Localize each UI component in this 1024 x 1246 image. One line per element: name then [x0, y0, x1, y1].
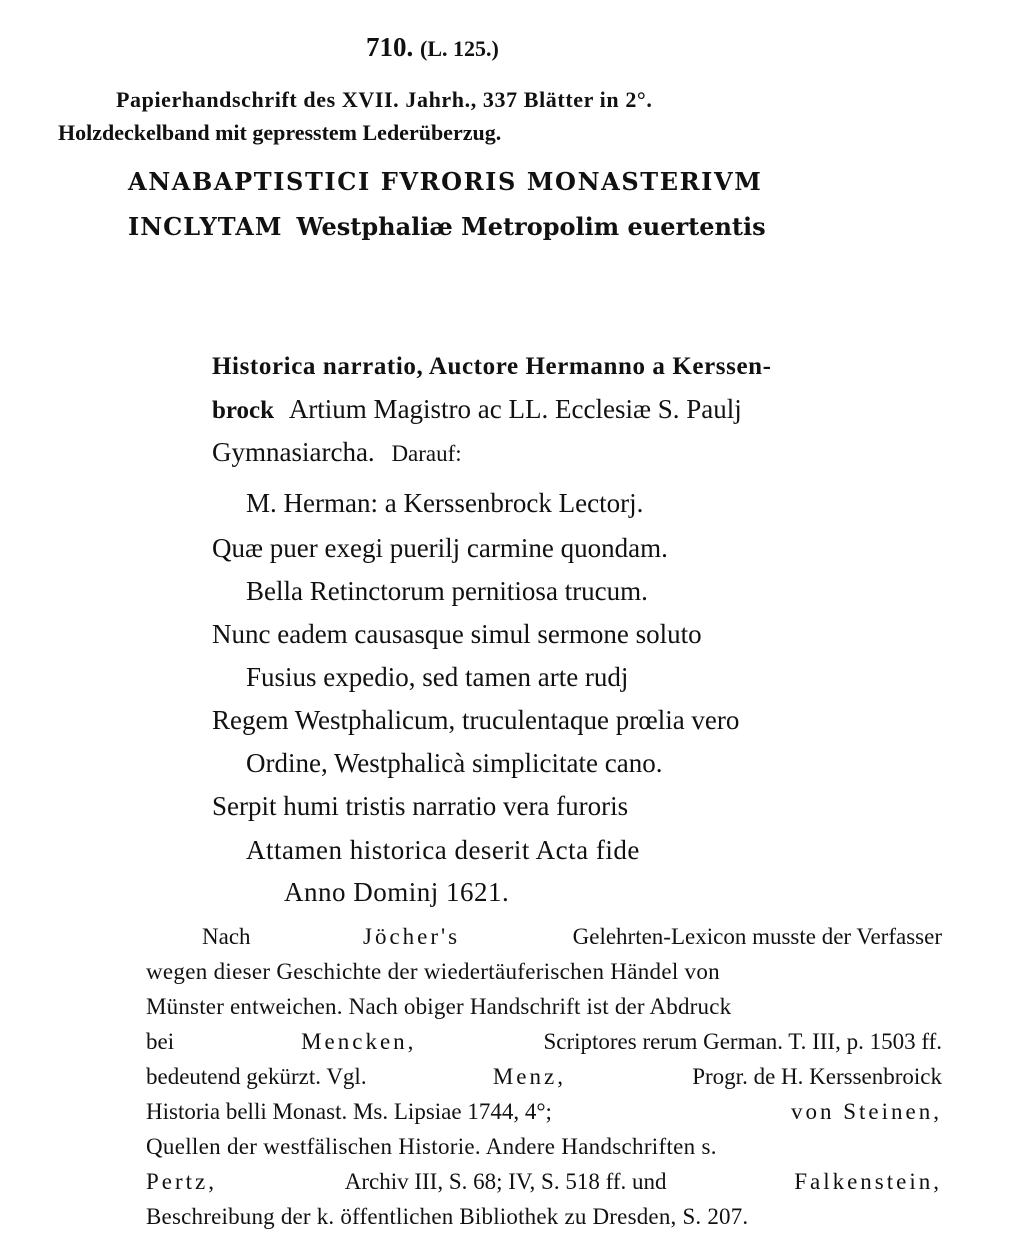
author-title: Artium Magistro ac LL. Ecclesiæ S. Paulj: [288, 394, 742, 424]
verse-line: Regem Westphalicum, truculentaque prœlia vero: [212, 705, 740, 735]
note-line-6: [146, 1100, 942, 1123]
author-name-end: brock: [212, 397, 275, 424]
note-word: bei: [146, 1029, 175, 1054]
title-caps: INCLYTAM: [128, 212, 283, 241]
author-ref-mencken: Mencken,: [301, 1029, 417, 1054]
entry-number: 710.: [366, 32, 414, 62]
note-text: bedeutend gekürzt. Vgl.: [146, 1064, 367, 1089]
note-line-9: Beschreibung der k. öffentlichen Bibliothek zu Dresden, S. 207.: [146, 1204, 749, 1229]
verse-line: Nunc eadem causasque simul sermone soluto: [212, 619, 702, 649]
title-line-2: [128, 212, 766, 241]
author-ref-falkenstein: Falkenstein,: [794, 1169, 942, 1194]
description-line-2: Holzdeckelband mit gepresstem Lederüberzug.: [58, 120, 502, 145]
body-line-2: [212, 396, 742, 423]
body-line-3: [212, 439, 462, 466]
note-line-4: [146, 1030, 942, 1053]
body-intro: Historica narratio, Auctore Hermanno a Kerssen-: [212, 353, 772, 380]
entry-reference: (L. 125.): [420, 36, 499, 61]
note-line-5: [146, 1065, 942, 1088]
note-line-7: Quellen der westfälischen Historie. Andere Handschriften s.: [146, 1134, 717, 1159]
note-line-3: Münster entweichen. Nach obiger Handschrift ist der Abdruck: [146, 994, 732, 1019]
note-line-2: wegen dieser Geschichte der wiedertäuferischen Händel von: [146, 959, 720, 984]
verse-line: Anno Dominj 1621.: [284, 877, 510, 907]
verse-line: Attamen historica deserit Acta fide: [246, 835, 640, 865]
title-rest: Westphaliæ Metropolim euertentis: [296, 212, 766, 241]
note-line-8: [146, 1170, 942, 1193]
author-ref-joecher: Jöcher's: [363, 924, 461, 949]
description-line-1: Papierhandschrift des XVII. Jahrh., 337 Blätter in 2°.: [116, 87, 653, 112]
note-text: Scriptores rerum German. T. III, p. 1503 ff.: [543, 1029, 942, 1054]
note-word: Nach: [202, 924, 251, 949]
entry-number-line: [366, 34, 499, 61]
gymnasiarcha: Gymnasiarcha.: [212, 437, 375, 467]
note-text: Historia belli Monast. Ms. Lipsiae 1744, 4°;: [146, 1099, 552, 1124]
note-text: Archiv III, S. 68; IV, S. 518 ff. und: [344, 1169, 667, 1194]
note-text: Progr. de H. Kerssenbroick: [692, 1064, 942, 1089]
verse-line: Quæ puer exegi puerilj carmine quondam.: [212, 533, 668, 563]
verse-line: M. Herman: a Kerssenbrock Lectorj.: [246, 488, 644, 518]
verse-line: Ordine, Westphalicà simplicitate cano.: [246, 748, 663, 778]
verse-line: Serpit humi tristis narratio vera furoris: [212, 791, 629, 821]
note-text: Gelehrten-Lexicon musste der Verfasser: [572, 924, 942, 949]
title-line-1: ANABAPTISTICI FVRORIS MONASTERIVM: [128, 167, 763, 196]
darauf-label: Darauf:: [391, 441, 462, 466]
verse-line: Bella Retinctorum pernitiosa trucum.: [246, 576, 648, 606]
note-line-1: [202, 925, 942, 948]
author-ref-menz: Menz,: [492, 1064, 566, 1089]
author-ref-steinen: von Steinen,: [791, 1099, 942, 1124]
author-ref-pertz: Pertz,: [146, 1169, 218, 1194]
verse-line: Fusius expedio, sed tamen arte rudj: [246, 662, 629, 692]
